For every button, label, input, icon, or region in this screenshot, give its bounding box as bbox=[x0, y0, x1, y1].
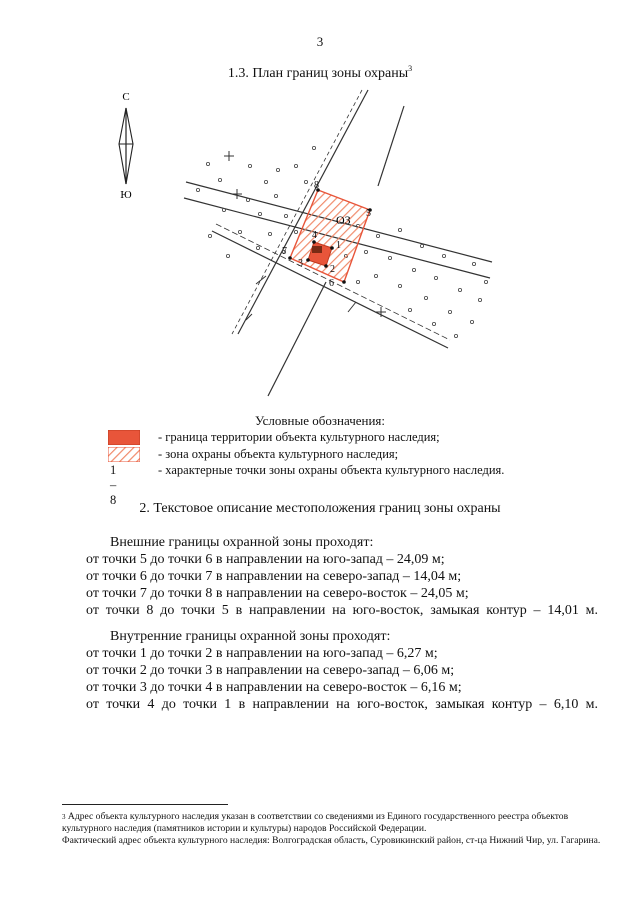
outer-line: от точки 8 до точки 5 в направлении на юго-восток, замыкая контур – 14,01 м. bbox=[86, 603, 598, 618]
outer-line: от точки 7 до точки 8 в направлении на северо-восток – 24,05 м; bbox=[86, 586, 469, 601]
section-heading: 2. Текстовое описание местоположения границ зоны охраны bbox=[139, 501, 501, 516]
legend-solid-swatch bbox=[108, 430, 140, 445]
footnote-divider bbox=[62, 804, 228, 805]
point-label: 1 bbox=[336, 240, 341, 251]
compass-north-label: С bbox=[122, 91, 130, 103]
legend-points-symbol: 1 – 8 bbox=[110, 463, 117, 507]
point-label: 5 bbox=[366, 208, 371, 219]
compass-rose bbox=[119, 91, 133, 201]
footnote-ref: 3 bbox=[408, 64, 413, 73]
map-title bbox=[0, 66, 640, 82]
zone-label: ОЗ bbox=[336, 213, 351, 227]
compass-south-label: Ю bbox=[120, 189, 132, 201]
footnote bbox=[62, 811, 602, 847]
point-label: 8 bbox=[314, 180, 319, 191]
outer-boundaries bbox=[86, 534, 598, 619]
legend-hatch-swatch bbox=[108, 447, 140, 462]
inner-line: от точки 1 до точки 2 в направлении на юго-запад – 6,27 м; bbox=[86, 646, 438, 661]
legend-text: - характерные точки зоны охраны объекта культурного наследия. bbox=[158, 463, 505, 477]
point-label: 4 bbox=[312, 230, 317, 241]
legend-text: - граница территории объекта культурного наследия; bbox=[158, 430, 440, 444]
page-number: 3 bbox=[316, 34, 324, 49]
outer-line: от точки 5 до точки 6 в направлении на юго-запад – 24,09 м; bbox=[86, 552, 445, 567]
inner-line: от точки 2 до точки 3 в направлении на северо-запад – 6,06 м; bbox=[86, 663, 455, 678]
inner-line: от точки 3 до точки 4 в направлении на северо-восток – 6,16 м; bbox=[86, 680, 462, 695]
legend-title: Условные обозначения: bbox=[254, 413, 386, 428]
footnote-text-2: Фактический адрес объекта культурного наследия: Волгоградская область, Суровикинский район, ст-ца Нижний Чир, ул. Гагарина. bbox=[62, 835, 601, 846]
footnote-line: Адрес объекта культурного наследия указан в соответствии со сведениями из Единого государственного реестра объектов культурного наследия (памятников истории и культуры) народов Российской Федерации. bbox=[62, 811, 569, 834]
outer-line: от точки 6 до точки 7 в направлении на северо-запад – 14,04 м; bbox=[86, 569, 462, 584]
point-label: 2 bbox=[330, 264, 335, 275]
footnote-mark: 3 bbox=[62, 813, 66, 821]
legend-text: - зона охраны объекта культурного наследия; bbox=[158, 447, 399, 461]
map-title-text: 1.3. План границ зоны охраны bbox=[227, 66, 409, 81]
footnote-text-1 bbox=[62, 811, 602, 835]
inner-boundaries bbox=[86, 628, 598, 713]
inner-heading: Внутренние границы охранной зоны проходят: bbox=[110, 629, 391, 644]
point-label: 6 bbox=[329, 278, 334, 289]
outer-heading: Внешние границы охранной зоны проходят: bbox=[110, 535, 374, 550]
point-label: 3 bbox=[298, 258, 303, 269]
point-label: 7 bbox=[282, 246, 287, 257]
zone-plan-map bbox=[100, 86, 500, 416]
inner-line: от точки 4 до точки 1 в направлении на юго-восток, замыкая контур – 6,10 м. bbox=[86, 697, 598, 712]
